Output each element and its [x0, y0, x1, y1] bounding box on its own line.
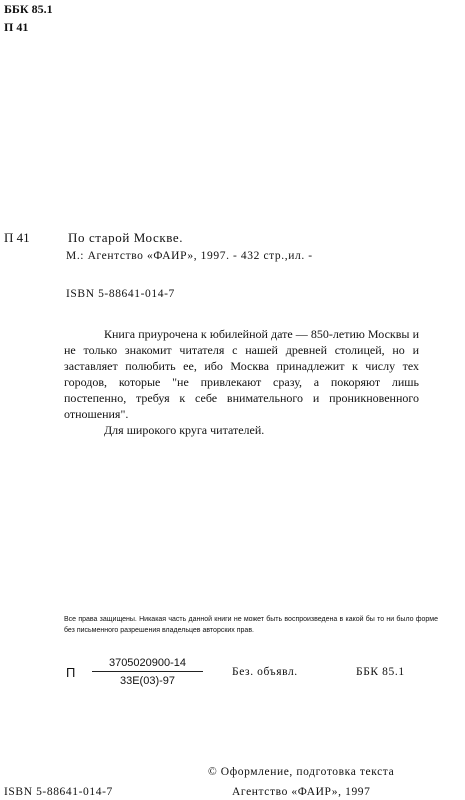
- header-udc: П 41: [4, 20, 29, 34]
- publishing-index: [92, 657, 203, 687]
- publishing-index-denominator: 33Е(03)-97: [119, 675, 176, 687]
- annotation: [64, 326, 419, 438]
- formula-note: Без. объявл.: [232, 666, 298, 678]
- record-code: П 41: [4, 230, 30, 245]
- annotation-audience: Для широкого круга читателей.: [104, 423, 265, 437]
- copyright-line1: © Оформление, подготовка текста: [208, 766, 395, 778]
- record-title: По старой Москве.: [68, 230, 184, 245]
- publishing-index-numerator: 3705020900-14: [108, 657, 187, 669]
- record-imprint: М.: Агентство «ФАИР», 1997. - 432 стр.,ил. -: [66, 250, 313, 262]
- rights-notice: Все права защищены. Никакая часть данной книги не может быть воспроизведена в какой бы то ни было форме без письменного разрешения владельцев авторских прав.: [64, 616, 438, 634]
- formula-letter: П: [66, 665, 76, 680]
- record-isbn: ISBN 5-88641-014-7: [66, 288, 175, 300]
- footer-isbn: ISBN 5-88641-014-7: [4, 786, 113, 798]
- formula-bbk: ББК 85.1: [356, 666, 405, 678]
- copyright-line2: Агентство «ФАИР», 1997: [232, 786, 371, 798]
- annotation-paragraph: Книга приурочена к юбилейной дате — 850-летию Москвы и не только знакомит читателя с нашей древней столицей, но и заставляет полюбить ее, ибо Москва принадлежит к числу тех городов, которые "не привлекают сразу, а покоряют лишь постепенно, требуя к себе внимательного и проникновенного отношения".: [64, 327, 419, 421]
- header-bbk: ББК 85.1: [4, 2, 53, 16]
